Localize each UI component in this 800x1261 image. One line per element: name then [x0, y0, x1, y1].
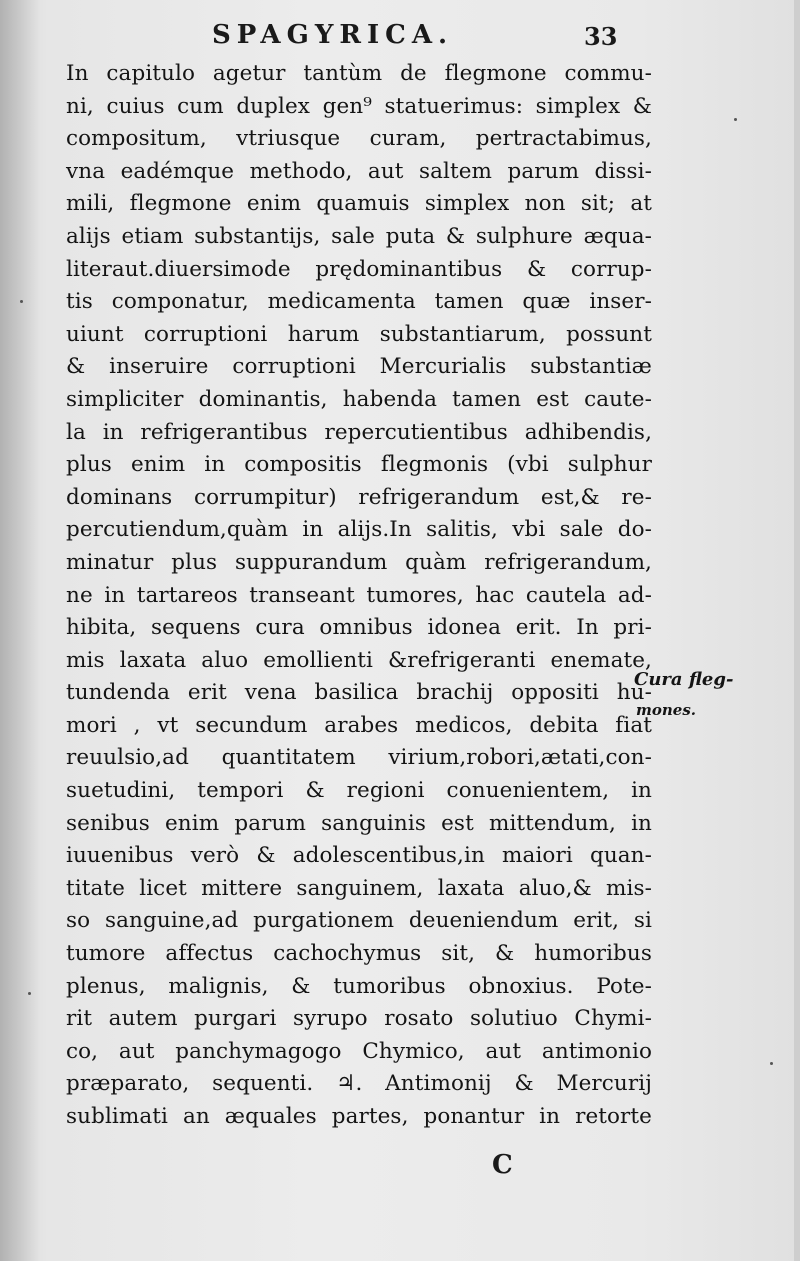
- text-line: ni, cuius cum duplex gen⁹ statuerimus: simplex &: [66, 93, 652, 119]
- text-line: mili, flegmone enim quamuis simplex non sit; at: [66, 191, 652, 217]
- text-line: simpliciter dominantis, habenda tamen est caute-: [66, 386, 652, 412]
- text-line: vna eadémque methodo, aut saltem parum dissi-: [66, 158, 652, 184]
- text-line: plenus, malignis, & tumoribus obnoxius. Pote-: [66, 973, 652, 999]
- text-line: tumore affectus cachochymus sit, & humoribus: [66, 941, 652, 967]
- signature-mark: C: [492, 1150, 513, 1180]
- text-line: rit autem purgari syrupo rosato solutiuo Chymi-: [66, 1006, 652, 1032]
- text-line: mori , vt secundum arabes medicos, debita fiat: [66, 712, 652, 738]
- page-number: 33: [584, 22, 618, 51]
- text-line: literaut.diuersimode prędominantibus & corrup-: [66, 256, 652, 282]
- text-line: tis componatur, medicamenta tamen quæ inser-: [66, 289, 652, 315]
- text-line: suetudini, tempori & regioni conuenientem, in: [66, 778, 652, 804]
- text-line: hibita, sequens cura omnibus idonea erit. In pri-: [66, 615, 652, 641]
- margin-note-line-1: Cura fleg-: [634, 669, 734, 690]
- margin-note-line-2: mones.: [636, 701, 696, 719]
- running-title: SPAGYRICA.: [212, 20, 454, 50]
- text-line: reuulsio,ad quantitatem virium,robori,ætati,con-: [66, 745, 652, 771]
- page-gutter-shadow: [0, 0, 40, 1261]
- ink-speck: [28, 992, 31, 995]
- text-line: sublimati an æquales partes, ponantur in retorte: [66, 1104, 652, 1129]
- page-edge: [794, 0, 800, 1261]
- text-line: præparato, sequenti. ♃. Antimonij & Mercurij: [66, 1071, 652, 1097]
- text-line: alijs etiam substantijs, sale puta & sulphure æqua-: [66, 223, 652, 249]
- ink-speck: [20, 300, 23, 303]
- text-line: plus enim in compositis flegmonis (vbi sulphur: [66, 452, 652, 478]
- text-line: uiunt corruptioni harum substantiarum, possunt: [66, 321, 652, 347]
- text-line: la in refrigerantibus repercutientibus adhibendis,: [66, 419, 652, 445]
- text-line: senibus enim parum sanguinis est mittendum, in: [66, 810, 652, 836]
- text-line: so sanguine,ad purgationem deueniendum erit, si: [66, 908, 652, 934]
- text-line: mis laxata aluo emollienti &refrigeranti enemate,: [66, 647, 652, 673]
- ink-speck: [734, 118, 737, 121]
- ink-speck: [770, 1062, 773, 1065]
- page-header: [212, 18, 632, 58]
- margin-note: [634, 665, 764, 725]
- text-line: iuuenibus verò & adolescentibus,in maiori quan-: [66, 843, 652, 869]
- text-line: ne in tartareos transeant tumores, hac cautela ad-: [66, 582, 652, 608]
- text-line: compositum, vtriusque curam, pertractabimus,: [66, 126, 652, 152]
- text-line: tundenda erit vena basilica brachij oppositi hu-: [66, 680, 652, 706]
- text-line: titate licet mittere sanguinem, laxata aluo,& mis-: [66, 875, 652, 901]
- body-text: [66, 58, 652, 1134]
- text-line: In capitulo agetur tantùm de flegmone commu-: [66, 61, 652, 86]
- text-line: percutiendum,quàm in alijs.In salitis, vbi sale do-: [66, 517, 652, 543]
- text-line: & inseruire corruptioni Mercurialis substantiæ: [66, 354, 652, 380]
- text-line: co, aut panchymagogo Chymico, aut antimonio: [66, 1038, 652, 1064]
- text-line: minatur plus suppurandum quàm refrigerandum,: [66, 549, 652, 575]
- text-line: dominans corrumpitur) refrigerandum est,& re-: [66, 484, 652, 510]
